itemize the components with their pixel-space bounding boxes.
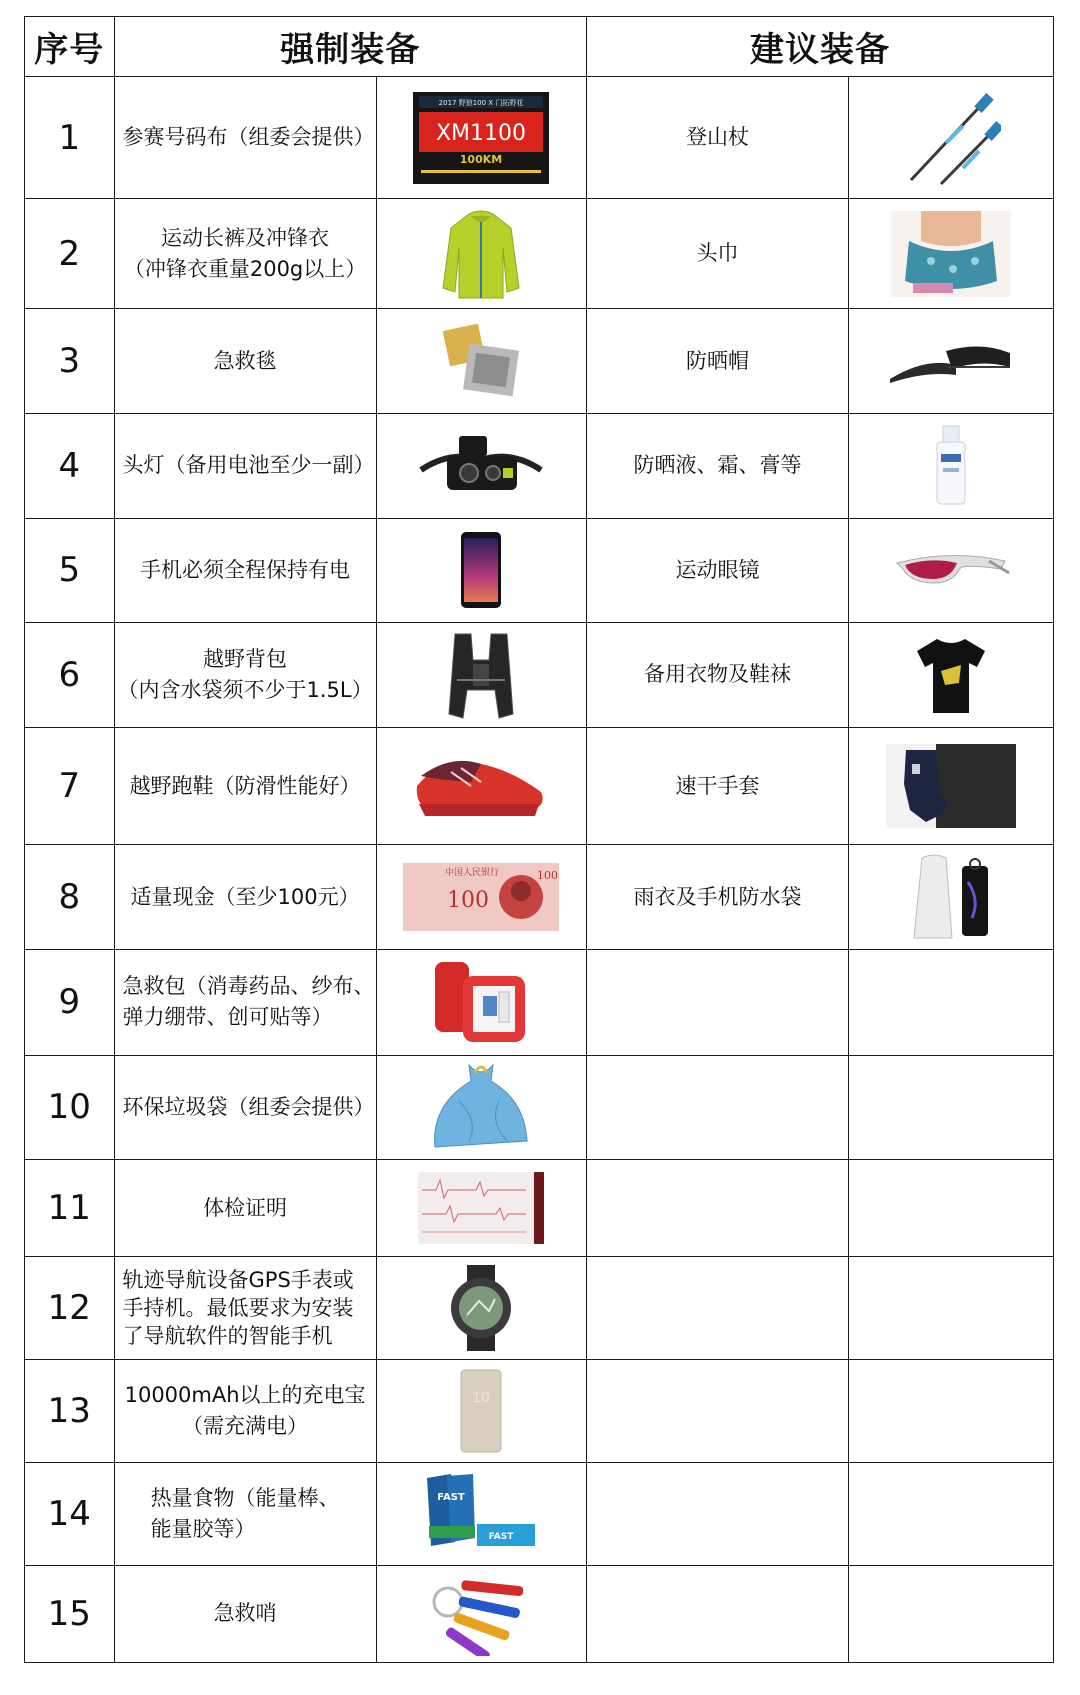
mandatory-item (114, 77, 376, 199)
hydration-vest-icon (376, 623, 586, 728)
mandatory-item-label: 热量食物（能量棒、 能量胶等） (150, 1486, 340, 1542)
trail-shoe-icon (376, 727, 586, 845)
table-row (25, 623, 1054, 728)
trash-bag-icon (376, 1055, 586, 1160)
row-number: 3 (25, 309, 115, 414)
suggested-item-label: 头巾 (696, 241, 739, 266)
header-suggested: 建议装备 (586, 17, 1053, 77)
whistle-icon (376, 1565, 586, 1662)
mandatory-item-label: 手机必须全程保持有电 (140, 557, 351, 582)
row-number: 11 (25, 1160, 115, 1257)
mandatory-item (114, 1160, 376, 1257)
svg-text:FAST: FAST (437, 1492, 465, 1504)
mandatory-item (114, 727, 376, 845)
power-bank-icon (376, 1359, 586, 1463)
svg-text:XM1100: XM1100 (436, 120, 527, 146)
suggested-item (586, 413, 848, 518)
table-row (25, 845, 1054, 950)
row-number: 8 (25, 845, 115, 950)
empty-cell (849, 1257, 1054, 1359)
smartphone-icon (376, 518, 586, 623)
mandatory-item (114, 199, 376, 309)
row-number: 1 (25, 77, 115, 199)
suggested-item (586, 1160, 848, 1257)
row-number: 15 (25, 1565, 115, 1662)
row-number: 5 (25, 518, 115, 623)
ecg-report-icon (376, 1160, 586, 1257)
emergency-blanket-icon (376, 309, 586, 414)
table-row (25, 1160, 1054, 1257)
race-bib-icon (376, 77, 586, 199)
svg-text:中国人民银行: 中国人民银行 (445, 868, 500, 879)
svg-text:FAST: FAST (488, 1532, 514, 1543)
suggested-item (586, 845, 848, 950)
mandatory-item (114, 413, 376, 518)
mandatory-item (114, 1565, 376, 1662)
row-number: 6 (25, 623, 115, 728)
empty-cell (849, 1359, 1054, 1463)
banknote-icon (376, 845, 586, 950)
table-row (25, 309, 1054, 414)
row-number: 13 (25, 1359, 115, 1463)
mandatory-item (114, 518, 376, 623)
gloves-icon (849, 727, 1054, 845)
header-mandatory: 强制装备 (114, 17, 586, 77)
equipment-sheet (24, 16, 1054, 1663)
suggested-item (586, 1359, 848, 1463)
empty-cell (849, 1160, 1054, 1257)
mandatory-item-label: 急救哨 (213, 1601, 277, 1626)
row-number: 4 (25, 413, 115, 518)
mandatory-item-label: 急救包（消毒药品、纱布、 弹力绷带、创可贴等） (122, 974, 375, 1030)
table-row (25, 413, 1054, 518)
mandatory-item (114, 1463, 376, 1565)
sport-sunglasses-icon (849, 518, 1054, 623)
raincoat-pouch-icon (849, 845, 1054, 950)
empty-cell (849, 1565, 1054, 1662)
mandatory-item-label: 环保垃圾袋（组委会提供） (122, 1094, 375, 1119)
table-row (25, 1359, 1054, 1463)
jacket-icon (376, 199, 586, 309)
row-number: 12 (25, 1257, 115, 1359)
table-row (25, 1463, 1054, 1565)
table-row (25, 199, 1054, 309)
suggested-item (586, 727, 848, 845)
mandatory-item (114, 845, 376, 950)
first-aid-kit-icon (376, 949, 586, 1055)
table-row (25, 727, 1054, 845)
table-row (25, 1055, 1054, 1160)
table-row (25, 1565, 1054, 1662)
suggested-item (586, 309, 848, 414)
suggested-item (586, 949, 848, 1055)
suggested-item-label: 运动眼镜 (675, 557, 760, 582)
visor-cap-icon (849, 309, 1054, 414)
mandatory-item (114, 949, 376, 1055)
suggested-item-label: 雨衣及手机防水袋 (633, 884, 802, 909)
suggested-item-label: 登山杖 (685, 125, 749, 150)
suggested-item-label: 防晒液、霜、膏等 (633, 453, 802, 478)
suggested-item (586, 199, 848, 309)
svg-text:100: 100 (537, 869, 559, 883)
mandatory-item-label: 运动长裤及冲锋衣 （冲锋衣重量200g以上） (123, 225, 367, 281)
mandatory-item-label: 10000mAh以上的充电宝 （需充满电） (124, 1383, 366, 1439)
svg-text:2017 野狼100 X 门拓野花: 2017 野狼100 X 门拓野花 (438, 98, 524, 107)
row-number: 9 (25, 949, 115, 1055)
equipment-table (24, 16, 1054, 1663)
mandatory-item-label: 急救毯 (213, 348, 277, 373)
mandatory-item (114, 1257, 376, 1359)
mandatory-item (114, 1359, 376, 1463)
suggested-item (586, 1463, 848, 1565)
energy-gel-icon (376, 1463, 586, 1565)
empty-cell (849, 1055, 1054, 1160)
mandatory-item-label: 参赛号码布（组委会提供） (122, 125, 375, 150)
mandatory-item-label: 轨迹导航设备GPS手表或 手持机。最低要求为安装 了导航软件的智能手机 (122, 1268, 354, 1349)
suggested-item (586, 623, 848, 728)
mandatory-item-label: 体检证明 (203, 1195, 288, 1220)
mandatory-item-label: 越野背包 （内含水袋须不少于1.5L） (117, 646, 373, 702)
mandatory-item (114, 309, 376, 414)
row-number: 7 (25, 727, 115, 845)
suggested-item (586, 518, 848, 623)
trekking-poles-icon (849, 77, 1054, 199)
mandatory-item-label: 头灯（备用电池至少一副） (122, 453, 375, 478)
table-row (25, 518, 1054, 623)
gps-watch-icon (376, 1257, 586, 1359)
suggested-item-label: 备用衣物及鞋袜 (643, 662, 791, 687)
table-row (25, 949, 1054, 1055)
row-number: 14 (25, 1463, 115, 1565)
table-row (25, 1257, 1054, 1359)
tshirt-icon (849, 623, 1054, 728)
mandatory-item-label: 适量现金（至少100元） (130, 884, 360, 909)
header-row (25, 17, 1054, 77)
empty-cell (849, 1463, 1054, 1565)
svg-text:100: 100 (447, 888, 490, 914)
mandatory-item-label: 越野跑鞋（防滑性能好） (129, 773, 361, 798)
row-number: 2 (25, 199, 115, 309)
header-no: 序号 (25, 17, 115, 77)
suggested-item-label: 防晒帽 (685, 348, 749, 373)
mandatory-item (114, 1055, 376, 1160)
suggested-item (586, 77, 848, 199)
sunscreen-bottle-icon (849, 413, 1054, 518)
table-row (25, 77, 1054, 199)
suggested-item (586, 1565, 848, 1662)
headlamp-icon (376, 413, 586, 518)
row-number: 10 (25, 1055, 115, 1160)
suggested-item-label: 速干手套 (675, 773, 760, 798)
neck-buff-icon (849, 199, 1054, 309)
suggested-item (586, 1055, 848, 1160)
svg-text:100KM: 100KM (460, 152, 503, 166)
empty-cell (849, 949, 1054, 1055)
suggested-item (586, 1257, 848, 1359)
svg-text:10: 10 (472, 1390, 491, 1407)
mandatory-item (114, 623, 376, 728)
